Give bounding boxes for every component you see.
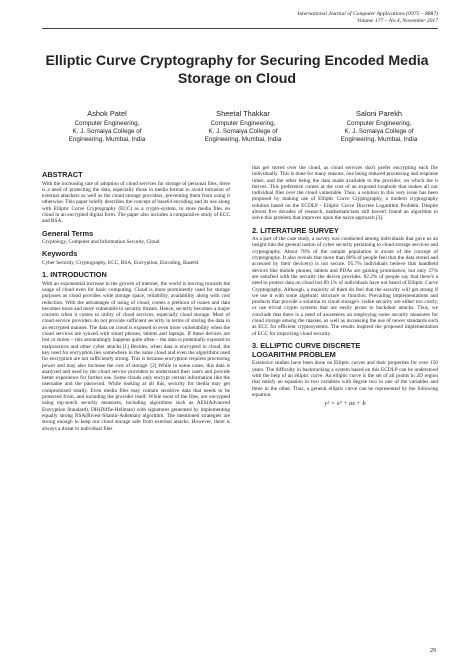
author-dept: Computer Engineering,: [210, 120, 276, 127]
author-inst: K. J. Somaiya College of: [208, 127, 278, 135]
right-column: [252, 165, 438, 408]
author-loc: Engineering, Mumbai, India: [68, 135, 146, 143]
author-block: [42, 109, 444, 144]
author-loc: Engineering, Mumbai, India: [204, 135, 282, 143]
page-number: 29: [430, 648, 436, 654]
author-dept: Computer Engineering,: [74, 120, 140, 127]
general-terms-text: Cryptology, Computer and Information Security, Cloud: [42, 239, 160, 246]
literature-survey-text: As a part of the case study, a survey was conducted among individuals that gave us an insight into the general notion of cyber security pertaining to cloud storage services and cryptography. About 78% of the sample population is aware of the concept of cryptography. It also reveals that more than 80% of people feel that the data stored and accessed by their device(s) is not secure. 95.7% individuals believe that handheld devices like mobile phones, tablets and PDAs are gaining prominence, but only 37% are satisfied with the security the device provides. 82.2% of people say that there's a need to protect data on cloud but 89.1% of individuals have not heard of Elliptic Curve Cryptography. Although, a majority of them do feel that the security will get strong if we use it with some algebraic structure or function. Prevailing implementations and products that provide a solution to cloud storage's viable security are either too costly, or use trivial crypto systems that are easily prone to backdoor attacks. Thus, we conclude that there is a need of awareness on employing some security measures for cloud storage among the masses, as well as increasing the use of newer standards such as ECC for efficient cryptosystems. The results inspired the proposed implementation of ECC for improving cloud security.: [252, 236, 438, 337]
author-1: [42, 109, 172, 144]
author-inst: K. J. Somaiya College of: [344, 127, 414, 135]
paper-title-line1: Elliptic Curve Cryptography for Securing Encoded Media: [45, 53, 429, 69]
author-name: Saloni Parekh: [355, 109, 402, 118]
keywords-text: Cyber Security, Cryptography, ECC, RSA, Encryption, Encoding, Base64: [42, 259, 199, 266]
literature-survey-heading: 2. LITERATURE SURVEY: [252, 225, 339, 235]
journal-name: International Journal of Computer Applications (0975 – 8887): [297, 11, 438, 17]
abstract-heading: ABSTRACT: [42, 170, 83, 179]
paper-title: [30, 52, 444, 88]
author-2: [178, 109, 308, 144]
author-name: Ashok Patel: [87, 109, 127, 118]
introduction-continued-text: that get stored over the cloud, as cloud services don't prefer encrypting each file individually. This is done for many reasons, one being reduced processing and response times, and the other being the data made available to the provider, on which the it thrives. This preference comes at the cost of an exposed loophole that makes all our individual files over the cloud vulnerable. Thus, a solution to this very issue has been proposed by making use of Elliptic Curve Cryptography, a modern cryptography solution based on the ECDLP - Elliptic Curve Discrete Logarithm Problem. Despite almost five decades of research, mathematicians still haven't found an algorithm to solve this problem that improves upon the naive approach [3].: [252, 165, 438, 222]
introduction-text: With an exponential increase in the growth of internet, the world is moving towards the usage of cloud even for basic computing. Cloud is more prominently used for storage purposes as cloud provides wide storage space, reliability, availability along with cost reduction. With the advantages of using of cloud, comes a plethora of issues and data becomes more and more vulnerable to security threats. Hence, security becomes a major concern when it comes to utility of cloud services, especially cloud storage. Most of cloud service providers do not provide sufficient security in terms of storing the data in an encrypted manner. The data on cloud is exposed to even more vulnerability when the cloud services are synced with smart phones, tablets and laptops. If these devices are lost or stolen – this astoundingly happens quite often – the data is potentially exposed to malpractices and other cyber attacks.[1] Besides, when data is encrypted in cloud, the key used for encryption lies somewhere in the same cloud and even the algorithms used for encryption are not sufficiently strong. This is because encryption requires processing power and may also increase the cost of storage. [2] While in some cases, this data is analyzed and used by the cloud service providers to understand their users and provide better experience for further use. Some clouds only encrypt certain information like the username and the password. While looking at all this, security for media may get compromised totally. Even media files may contain sensitive data that needs to be protected from, and including the provider itself. While most of the files, are encrypted using top-notch security measures, including algorithms such as AES(Advanced Encryption Standard), DH(Diffie-Hellman) with signatures generated by implementing equally strong RSA(Rivest-Shamir-Adleman) algorithm. The mentioned strategies are strong enough to keep our cloud storage safe from external attacks. However, there is always a threat to individual files: [42, 280, 230, 432]
journal-volume: Volume 177 – No.4, November 2017: [357, 18, 438, 25]
author-dept: Computer Engineering,: [346, 120, 412, 127]
author-inst: K. J. Somaiya College of: [72, 127, 142, 135]
author-loc: Engineering, Mumbai, India: [340, 135, 418, 143]
left-column: [42, 170, 230, 433]
ecdlp-heading-line1: 3. ELLIPTIC CURVE DISCRETE: [252, 340, 361, 350]
abstract-text: With the increasing rate of adoption of cloud services for storage of personal files, there is a need of protecting the data, especially those in media format to avoid intrusion of external attackers as well as the cloud storage providers, preventing them from using it otherwise. This paper briefly describes the concept of base64 encoding and its use along with Elliptic Curve Cryptography (ECC) as a crypto-system, to store media files on cloud in an encrypted digital form. The paper also includes a comparative study of ECC and RSA.: [42, 180, 230, 225]
journal-header: [297, 11, 438, 26]
ecdlp-text: Extensive studies have been done on Elliptic curves and their properties for over 150 years. The difficulty in backtracking a system based on this ECDLP can be understood with the help of an elliptic curve. An elliptic curve is the set of all points in 2D region that satisfy an equation in two variables with degree two in one of the variables and three in the other. Thus, a general elliptic curve can be represented by the following equation:: [252, 360, 438, 398]
general-terms-heading: General Terms: [42, 228, 94, 238]
elliptic-curve-equation: y² = x³ + ax + b: [324, 400, 366, 408]
ecdlp-heading: [252, 341, 438, 359]
author-name: Sheetal Thakkar: [216, 109, 270, 118]
keywords-heading: Keywords: [42, 249, 78, 259]
ecdlp-heading-line2: LOGARITHM PROBLEM: [252, 349, 336, 359]
introduction-heading: 1. INTRODUCTION: [42, 270, 107, 280]
paper-title-line2: Storage on Cloud: [177, 71, 297, 87]
header-rule: [42, 28, 438, 29]
author-3: [314, 109, 444, 144]
